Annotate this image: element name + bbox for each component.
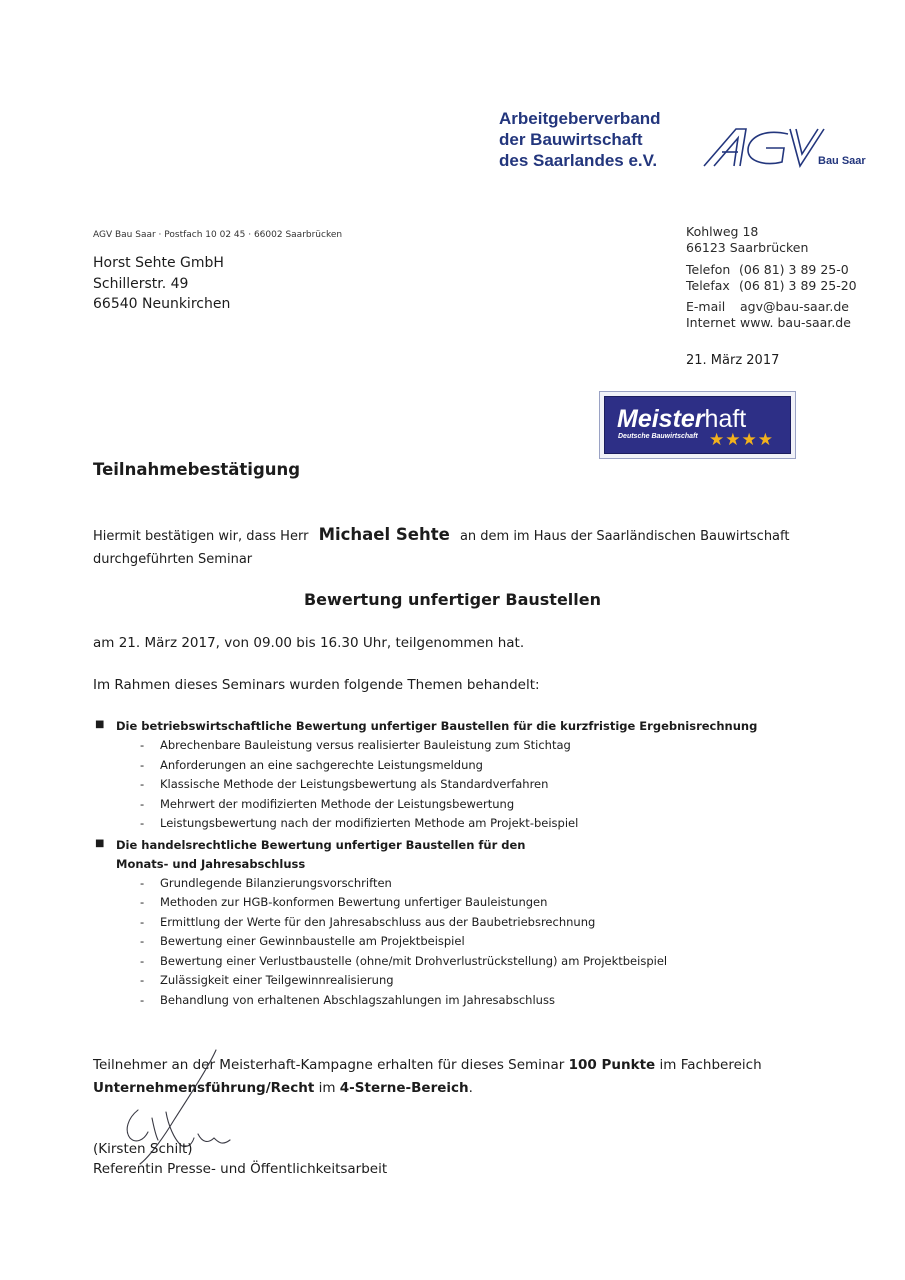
intro-before: Hiermit bestätigen wir, dass Herr: [93, 529, 309, 544]
agv-logo: [700, 126, 825, 168]
meisterhaft-badge: [599, 391, 796, 459]
letter-date: 21. März 2017: [686, 353, 780, 368]
list-item: - Bewertung einer Verlustbaustelle (ohne/mit Drohverlustrückstellung) am Projektbeispiel: [140, 953, 668, 968]
list-item: - Mehrwert der modifizierten Methode der Leistungsbewertung: [140, 796, 515, 811]
email-address: agv@bau-saar.de: [740, 299, 849, 314]
list-item: - Ermittlung der Werte für den Jahresabschluss aus der Baubetriebsrechnung: [140, 914, 596, 929]
topic-title: Die handelsrechtliche Bewertung unfertiger Baustellen für den Monats- und Jahresabschluss: [116, 837, 526, 871]
organization-name: [499, 108, 699, 171]
list-item: - Bewertung einer Gewinnbaustelle am Projektbeispiel: [140, 934, 465, 948]
points-value: 100 Punkte: [568, 1057, 656, 1073]
signer-name: (Kirsten Schilt): [93, 1141, 193, 1157]
bullet-icon: ■: [95, 719, 105, 730]
email-label: E-mail: [686, 299, 726, 314]
list-item: - Behandlung von erhaltenen Abschlagszahlungen im Jahresabschluss: [140, 992, 555, 1007]
email-line: [686, 299, 857, 315]
web-line: [686, 315, 857, 331]
topic-title: Die betriebswirtschaftliche Bewertung unfertiger Baustellen für die kurzfristige Ergebnisrechnung: [116, 719, 758, 733]
org-name-line-3: des Saarlandes e.V.: [499, 151, 658, 170]
agv-logo-text: [762, 155, 763, 156]
list-item: - Anforderungen an eine sachgerechte Leistungsmeldung: [140, 757, 483, 772]
fax-label: Telefax: [686, 278, 730, 293]
phone-label: Telefon: [686, 262, 731, 277]
org-name-line-1: Arbeitgeberverband: [499, 109, 661, 128]
bullet-icon: ■: [95, 837, 105, 849]
topic-1: [93, 717, 813, 834]
badge-stars-icon: ★★★★: [709, 430, 774, 450]
phone-number: (06 81) 3 89 25-0: [739, 262, 849, 277]
signer-role: Referentin Presse- und Öffentlichkeitsarbeit: [93, 1161, 388, 1177]
intro-after: an dem im Haus der Saarländischen Bauwirtschaft durchgeführten Seminar: [93, 529, 790, 567]
recipient-city: 66540 Neunkirchen: [93, 296, 231, 312]
list-item: - Abrechenbare Bauleistung versus realisierter Bauleistung zum Stichtag: [140, 738, 571, 752]
star-level: 4-Sterne-Bereich: [339, 1080, 469, 1096]
fax-number: (06 81) 3 89 25-20: [739, 278, 857, 293]
recipient-address: [93, 253, 230, 315]
badge-title-bold: Meister: [617, 405, 705, 433]
recipient-company: Horst Sehte GmbH: [93, 255, 224, 271]
document-heading: Teilnahmebestätigung: [93, 460, 301, 479]
seminar-date-line: am 21. März 2017, von 09.00 bis 16.30 Uhr, teilgenommen hat.: [93, 635, 525, 651]
web-label: Internet: [686, 315, 736, 330]
logo-subtitle: Bau Saar: [818, 155, 866, 167]
fax-line: [686, 278, 857, 294]
list-item: - Leistungsbewertung nach der modifizierten Methode am Projekt-beispiel: [140, 816, 579, 830]
list-item: - Methoden zur HGB-konformen Bewertung unfertiger Bauleistungen: [140, 895, 548, 909]
web-address: www. bau-saar.de: [740, 315, 851, 330]
badge-title-rest: haft: [704, 405, 747, 433]
closing-paragraph: Teilnehmer an der Meisterhaft-Kampagne erhalten für dieses Seminar 100 Punkte im Fachbereich Unternehmensführung/Recht im 4-Sterne-Bereich.: [93, 1057, 762, 1096]
signer-block: [93, 1139, 387, 1179]
sender-city: 66123 Saarbrücken: [686, 240, 809, 255]
list-item: - Grundlegende Bilanzierungsvorschriften: [140, 875, 392, 890]
subject-area: Unternehmensführung/Recht: [93, 1080, 315, 1096]
topic-2: [93, 836, 813, 1011]
themes-intro: Im Rahmen dieses Seminars wurden folgende Themen behandelt:: [93, 677, 540, 693]
org-name-line-2: der Bauwirtschaft: [499, 130, 643, 149]
return-address: AGV Bau Saar · Postfach 10 02 45 · 66002 Saarbrücken: [93, 230, 343, 240]
seminar-title: Bewertung unfertiger Baustellen: [303, 590, 602, 609]
phone-line: [686, 262, 857, 278]
sender-contact-block: [686, 224, 857, 331]
list-item: - Zulässigkeit einer Teilgewinnrealisierung: [140, 973, 394, 987]
topic-list: [93, 717, 813, 1010]
badge-subtitle: Deutsche Bauwirtschaft: [618, 433, 698, 440]
badge-title: [617, 405, 746, 433]
list-item: - Klassische Methode der Leistungsbewertung als Standardverfahren: [140, 777, 549, 791]
intro-paragraph: [93, 523, 793, 571]
participant-name: Michael Sehte: [318, 525, 450, 544]
recipient-street: Schillerstr. 49: [93, 275, 189, 292]
sender-street: Kohlweg 18: [686, 224, 759, 239]
